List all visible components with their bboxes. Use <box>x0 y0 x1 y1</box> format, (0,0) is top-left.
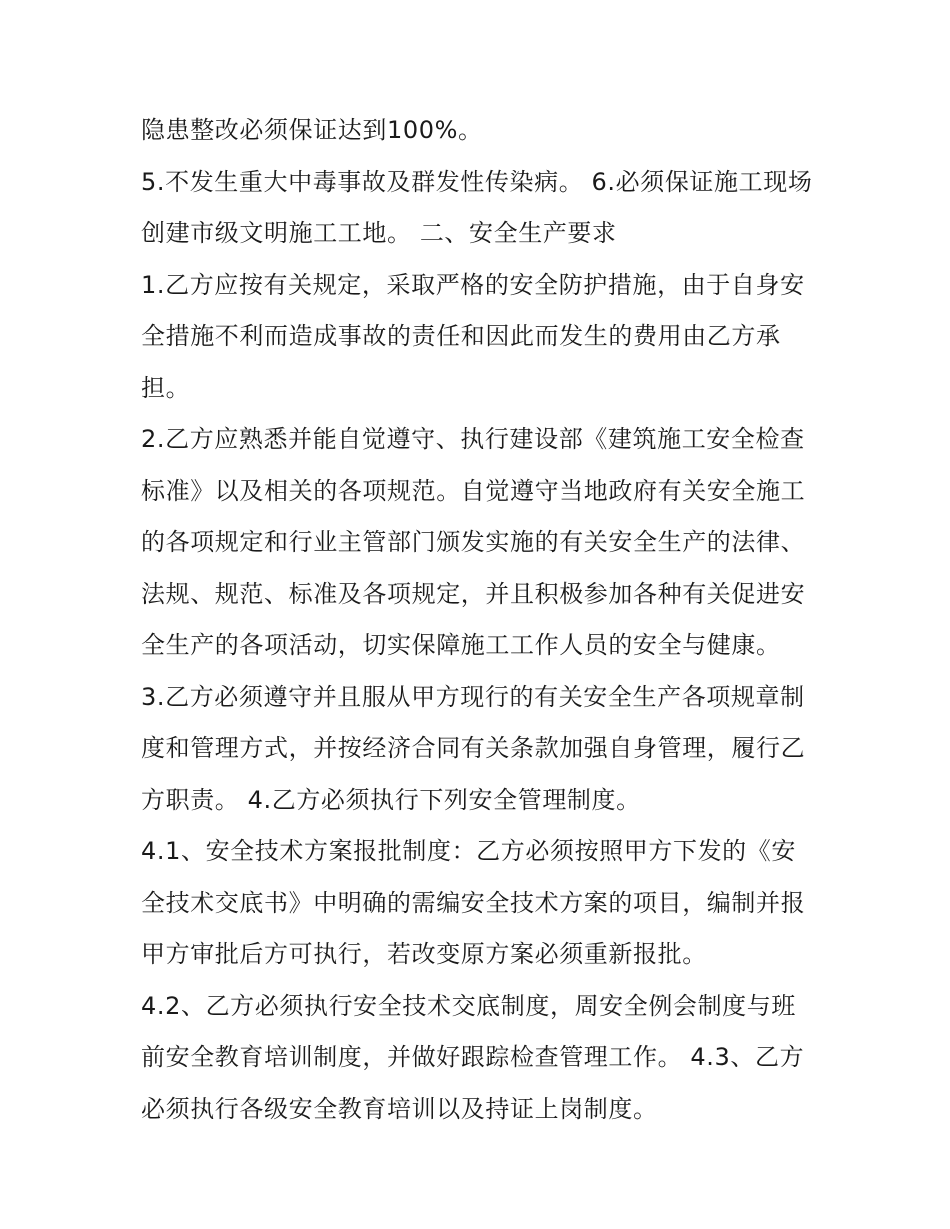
text-line: 标准》以及相关的各项规范。自觉遵守当地政府有关安全施工 <box>141 476 806 505</box>
text-line: 方职责。 4.乙方必须执行下列安全管理制度。 <box>141 785 641 814</box>
text-line: 必须执行各级安全教育培训以及持证上岗制度。 <box>141 1094 658 1123</box>
text-line: 3.乙方必须遵守并且服从甲方现行的有关安全生产各项规章制 <box>141 682 805 711</box>
text-line: 的各项规定和行业主管部门颁发实施的有关安全生产的法律、 <box>141 528 806 556</box>
text-line: 全技术交底书》中明确的需编安全技术方案的项目，编制并报 <box>141 888 806 917</box>
text-line: 2.乙方应熟悉并能自觉遵守、执行建设部《建筑施工安全检查 <box>141 425 805 453</box>
text-line: 隐患整改必须保证达到100%。 <box>141 116 483 144</box>
document-body <box>141 108 816 1138</box>
text-line: 全生产的各项活动，切实保障施工工作人员的安全与健康。 <box>141 631 781 659</box>
text-line: 甲方审批后方可执行，若改变原方案必须重新报批。 <box>141 940 707 968</box>
text-line: 法规、规范、标准及各项规定，并且积极参加各种有关促进安 <box>141 579 806 608</box>
text-line: 前安全教育培训制度，并做好跟踪检查管理工作。 4.3、乙方 <box>141 1043 805 1071</box>
text-line: 4.2、乙方必须执行安全技术交底制度，周安全例会制度与班 <box>141 991 796 1020</box>
text-line: 1.乙方应按有关规定，采取严格的安全防护措施，由于自身安 <box>141 270 805 299</box>
text-line: 担。 <box>141 373 191 402</box>
text-line: 4.1、安全技术方案报批制度：乙方必须按照甲方下发的《安 <box>141 837 796 865</box>
text-line: 创建市级文明施工工地。 二、安全生产要求 <box>141 219 617 247</box>
text-line: 5.不发生重大中毒事故及群发性传染病。 6.必须保证施工现场 <box>141 167 813 196</box>
text-line: 全措施不利而造成事故的责任和因此而发生的费用由乙方承 <box>141 322 781 350</box>
text-line: 度和管理方式，并按经济合同有关条款加强自身管理，履行乙 <box>141 734 806 762</box>
